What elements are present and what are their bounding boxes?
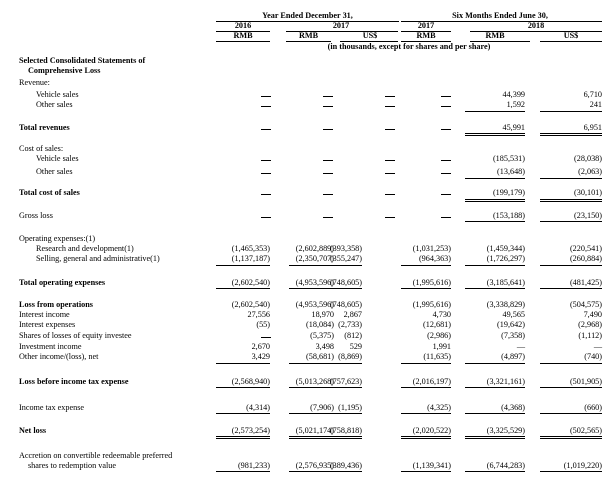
row-label: Shares of losses of equity investee	[19, 331, 132, 340]
cell-value: (758,818)	[329, 426, 362, 435]
cell-value: 529	[349, 342, 362, 351]
subtotal-rule	[216, 363, 270, 364]
subtotal-rule	[401, 265, 451, 266]
row-label: Total revenues	[19, 123, 70, 132]
subtotal-rule	[401, 363, 451, 364]
cell-value: 6,710	[583, 90, 602, 99]
subtotal-rule	[327, 413, 362, 414]
row-label: Gross loss	[19, 211, 53, 220]
dash-value	[441, 129, 451, 130]
dash-value	[385, 194, 395, 195]
cell-value: (748,605)	[329, 278, 362, 287]
subtotal-rule	[540, 436, 602, 437]
row-label: Other sales	[36, 167, 73, 176]
header-currency: RMB	[485, 31, 505, 40]
row-label: Revenue:	[19, 78, 50, 87]
dash-value	[385, 106, 395, 107]
cell-value: (260,884)	[569, 254, 602, 263]
header-year-2017b: 2017	[417, 21, 435, 30]
cell-value: (5,021,174)	[295, 426, 334, 435]
subtotal-rule	[540, 201, 602, 202]
header-year-2018: 2018	[527, 21, 545, 30]
dash-value	[261, 96, 271, 97]
header-units-note: (in thousands, except for shares and per share)	[327, 42, 491, 51]
subtotal-rule	[327, 288, 362, 289]
subtotal-rule	[327, 436, 362, 437]
cell-value: (3,185,641)	[486, 278, 525, 287]
subtotal-rule	[327, 438, 362, 439]
cell-value: 45,991	[502, 123, 525, 132]
dash-value	[441, 194, 451, 195]
subtotal-rule	[401, 413, 451, 414]
row-label: Other sales	[36, 100, 73, 109]
subtotal-rule	[327, 265, 362, 266]
cell-value: (1,031,253)	[412, 244, 451, 253]
cell-value: (1,465,353)	[231, 244, 270, 253]
dash-value	[323, 160, 333, 161]
cell-value: (18,084)	[306, 320, 334, 329]
cell-value: (2,986)	[427, 331, 451, 340]
dash-value	[261, 194, 271, 195]
cell-value: (4,953,596)	[295, 278, 334, 287]
subtotal-rule	[216, 387, 270, 388]
dash-value	[261, 217, 271, 218]
cell-value: (812)	[344, 331, 362, 340]
dash-value	[441, 96, 451, 97]
subtotal-rule	[401, 288, 451, 289]
cell-value: (1,726,297)	[486, 254, 525, 263]
subtotal-rule	[465, 265, 525, 266]
cell-value: 27,556	[247, 310, 270, 319]
row-label: Loss before income tax expense	[19, 377, 129, 386]
header-year-2017: 2017	[332, 21, 350, 30]
subtotal-rule	[465, 199, 525, 200]
cell-value: (757,623)	[329, 377, 362, 386]
subtotal-rule	[540, 413, 602, 414]
cell-value: 241	[589, 100, 602, 109]
cell-value: (740)	[584, 352, 602, 361]
cell-value: (1,995,616)	[412, 278, 451, 287]
row-label: Investment income	[19, 342, 82, 351]
subtotal-rule	[216, 265, 270, 266]
cell-value: 49,565	[502, 310, 525, 319]
cell-value: (199,179)	[492, 188, 525, 197]
dash-value	[441, 173, 451, 174]
row-label: Vehicle sales	[36, 154, 79, 163]
dash-value	[385, 129, 395, 130]
header-year-2016: 2016	[234, 21, 252, 30]
cell-value: —	[593, 342, 602, 351]
cell-value: (2,576,935)	[295, 461, 334, 470]
dash-value	[261, 160, 271, 161]
header-currency: US$	[362, 31, 378, 40]
cell-value: 6,951	[583, 123, 602, 132]
cell-value: (153,188)	[492, 211, 525, 220]
cell-value: (220,541)	[569, 244, 602, 253]
dash-value	[323, 217, 333, 218]
cell-value: 4,730	[432, 310, 451, 319]
cell-value: (393,358)	[329, 244, 362, 253]
cell-value: 1,991	[432, 342, 451, 351]
subtotal-rule	[401, 438, 451, 439]
cell-value: (23,150)	[574, 211, 602, 220]
dash-value	[323, 129, 333, 130]
cell-value: (1,995,616)	[412, 300, 451, 309]
subtotal-rule	[540, 111, 602, 112]
subtotal-rule	[465, 201, 525, 202]
subtotal-rule	[216, 438, 270, 439]
subtotal-rule	[540, 221, 602, 222]
cell-value: (28,038)	[574, 154, 602, 163]
cell-value: (3,338,829)	[486, 300, 525, 309]
cell-value: (964,363)	[418, 254, 451, 263]
header-currency: RMB	[233, 31, 253, 40]
subtotal-rule	[327, 363, 362, 364]
cell-value: (5,375)	[310, 331, 334, 340]
subtotal-rule	[465, 387, 525, 388]
cell-value: 3,429	[251, 352, 270, 361]
cell-value: (748,605)	[329, 300, 362, 309]
cell-value: (2,063)	[578, 167, 602, 176]
subtotal-rule	[540, 363, 602, 364]
subtotal-rule	[465, 413, 525, 414]
row-label: Accretion on convertible redeemable preferred	[19, 451, 173, 460]
cell-value: —	[516, 342, 525, 351]
cell-value: (55)	[256, 320, 270, 329]
row-label: Interest income	[19, 310, 70, 319]
cell-value: (12,681)	[423, 320, 451, 329]
subtotal-rule	[401, 387, 451, 388]
cell-value: (2,350,707)	[295, 254, 334, 263]
dash-value	[261, 173, 271, 174]
cell-value: (2,568,940)	[231, 377, 270, 386]
subtotal-rule	[216, 413, 270, 414]
subtotal-rule	[465, 111, 525, 112]
dash-value	[261, 337, 271, 338]
cell-value: 2,867	[343, 310, 362, 319]
cell-value: (2,602,540)	[231, 300, 270, 309]
cell-value: 2,670	[251, 342, 270, 351]
cell-value: (2,602,540)	[231, 278, 270, 287]
section-title: Selected Consolidated Statements of	[19, 56, 146, 65]
cell-value: (13,648)	[497, 167, 525, 176]
cell-value: (6,744,283)	[486, 461, 525, 470]
dash-value	[261, 129, 271, 130]
row-label: Loss from operations	[19, 300, 93, 309]
header-currency: RMB	[416, 31, 436, 40]
subtotal-rule	[540, 387, 602, 388]
dash-value	[385, 160, 395, 161]
cell-value: 7,490	[583, 310, 602, 319]
dash-value	[441, 160, 451, 161]
dash-value	[323, 96, 333, 97]
cell-value: (3,325,529)	[486, 426, 525, 435]
cell-value: 18,970	[311, 310, 334, 319]
subtotal-rule	[401, 436, 451, 437]
subtotal-rule	[327, 471, 362, 472]
cell-value: (2,016,197)	[412, 377, 451, 386]
cell-value: (5,013,268)	[295, 377, 334, 386]
cell-value: (19,642)	[497, 320, 525, 329]
cell-value: (11,635)	[423, 352, 451, 361]
subtotal-rule	[540, 133, 602, 134]
cell-value: (660)	[584, 403, 602, 412]
dash-value	[385, 217, 395, 218]
dash-value	[323, 194, 333, 195]
subtotal-rule	[540, 135, 602, 136]
row-label: Selling, general and administrative(1)	[36, 254, 160, 263]
cell-value: (4,325)	[427, 403, 451, 412]
row-label: Interest expenses	[19, 320, 76, 329]
subtotal-rule	[540, 288, 602, 289]
cell-value: (2,968)	[578, 320, 602, 329]
subtotal-rule	[465, 221, 525, 222]
row-label: Total cost of sales	[19, 188, 80, 197]
dash-value	[385, 96, 395, 97]
cell-value: (4,953,596)	[295, 300, 334, 309]
cell-value: 44,399	[502, 90, 525, 99]
cell-value: (355,247)	[329, 254, 362, 263]
row-label: Vehicle sales	[36, 90, 79, 99]
cell-value: (2,020,522)	[412, 426, 451, 435]
cell-value: (185,531)	[492, 154, 525, 163]
cell-value: (1,139,341)	[412, 461, 451, 470]
subtotal-rule	[216, 471, 270, 472]
dash-value	[385, 173, 395, 174]
subtotal-rule	[216, 288, 270, 289]
dash-value	[323, 173, 333, 174]
subtotal-rule	[465, 436, 525, 437]
cell-value: (58,681)	[306, 352, 334, 361]
cell-value: (2,602,889)	[295, 244, 334, 253]
dash-value	[261, 106, 271, 107]
row-label: Cost of sales:	[19, 144, 64, 153]
dash-value	[441, 106, 451, 107]
cell-value: (1,112)	[578, 331, 602, 340]
row-label: shares to redemption value	[28, 461, 116, 470]
header-currency: RMB	[298, 31, 319, 40]
row-label: Other income/(loss), net	[19, 352, 99, 361]
row-label: Income tax expense	[19, 403, 85, 412]
header-currency: US$	[563, 31, 579, 40]
subtotal-rule	[540, 178, 602, 179]
subtotal-rule	[540, 438, 602, 439]
cell-value: (981,233)	[237, 461, 270, 470]
row-label: Research and development(1)	[36, 244, 134, 253]
subtotal-rule	[327, 387, 362, 388]
subtotal-rule	[465, 363, 525, 364]
cell-value: (1,019,220)	[563, 461, 602, 470]
dash-value	[441, 217, 451, 218]
subtotal-rule	[216, 436, 270, 437]
cell-value: (1,137,187)	[231, 254, 270, 263]
cell-value: (1,459,344)	[486, 244, 525, 253]
subtotal-rule	[540, 265, 602, 266]
subtotal-rule	[465, 178, 525, 179]
cell-value: (389,436)	[329, 461, 362, 470]
cell-value: 1,592	[506, 100, 525, 109]
cell-value: (2,573,254)	[231, 426, 270, 435]
cell-value: (7,358)	[501, 331, 525, 340]
cell-value: (4,368)	[501, 403, 525, 412]
cell-value: (4,897)	[501, 352, 525, 361]
row-label: Total operating expenses	[19, 278, 106, 287]
cell-value: 3,498	[315, 342, 334, 351]
subtotal-rule	[540, 199, 602, 200]
header-year-ended: Year Ended December 31,	[262, 11, 353, 20]
subtotal-rule	[465, 471, 525, 472]
dash-value	[323, 106, 333, 107]
cell-value: (8,869)	[338, 352, 362, 361]
subtotal-rule	[401, 471, 451, 472]
subtotal-rule	[465, 438, 525, 439]
cell-value: (7,906)	[310, 403, 334, 412]
subtotal-rule	[540, 471, 602, 472]
cell-value: (504,575)	[569, 300, 602, 309]
subtotal-rule	[465, 135, 525, 136]
cell-value: (3,321,161)	[486, 377, 525, 386]
cell-value: (502,565)	[569, 426, 602, 435]
cell-value: (30,101)	[574, 188, 602, 197]
row-label: Operating expenses:(1)	[19, 234, 96, 243]
subtotal-rule	[465, 133, 525, 134]
cell-value: (501,905)	[569, 377, 602, 386]
cell-value: (2,733)	[338, 320, 362, 329]
cell-value: (4,314)	[246, 403, 270, 412]
row-label: Net loss	[19, 426, 47, 435]
section-title-continued: Comprehensive Loss	[28, 66, 101, 75]
subtotal-rule	[465, 288, 525, 289]
cell-value: (481,425)	[569, 278, 602, 287]
cell-value: (1,195)	[338, 403, 362, 412]
header-six-months: Six Months Ended June 30,	[452, 11, 548, 20]
